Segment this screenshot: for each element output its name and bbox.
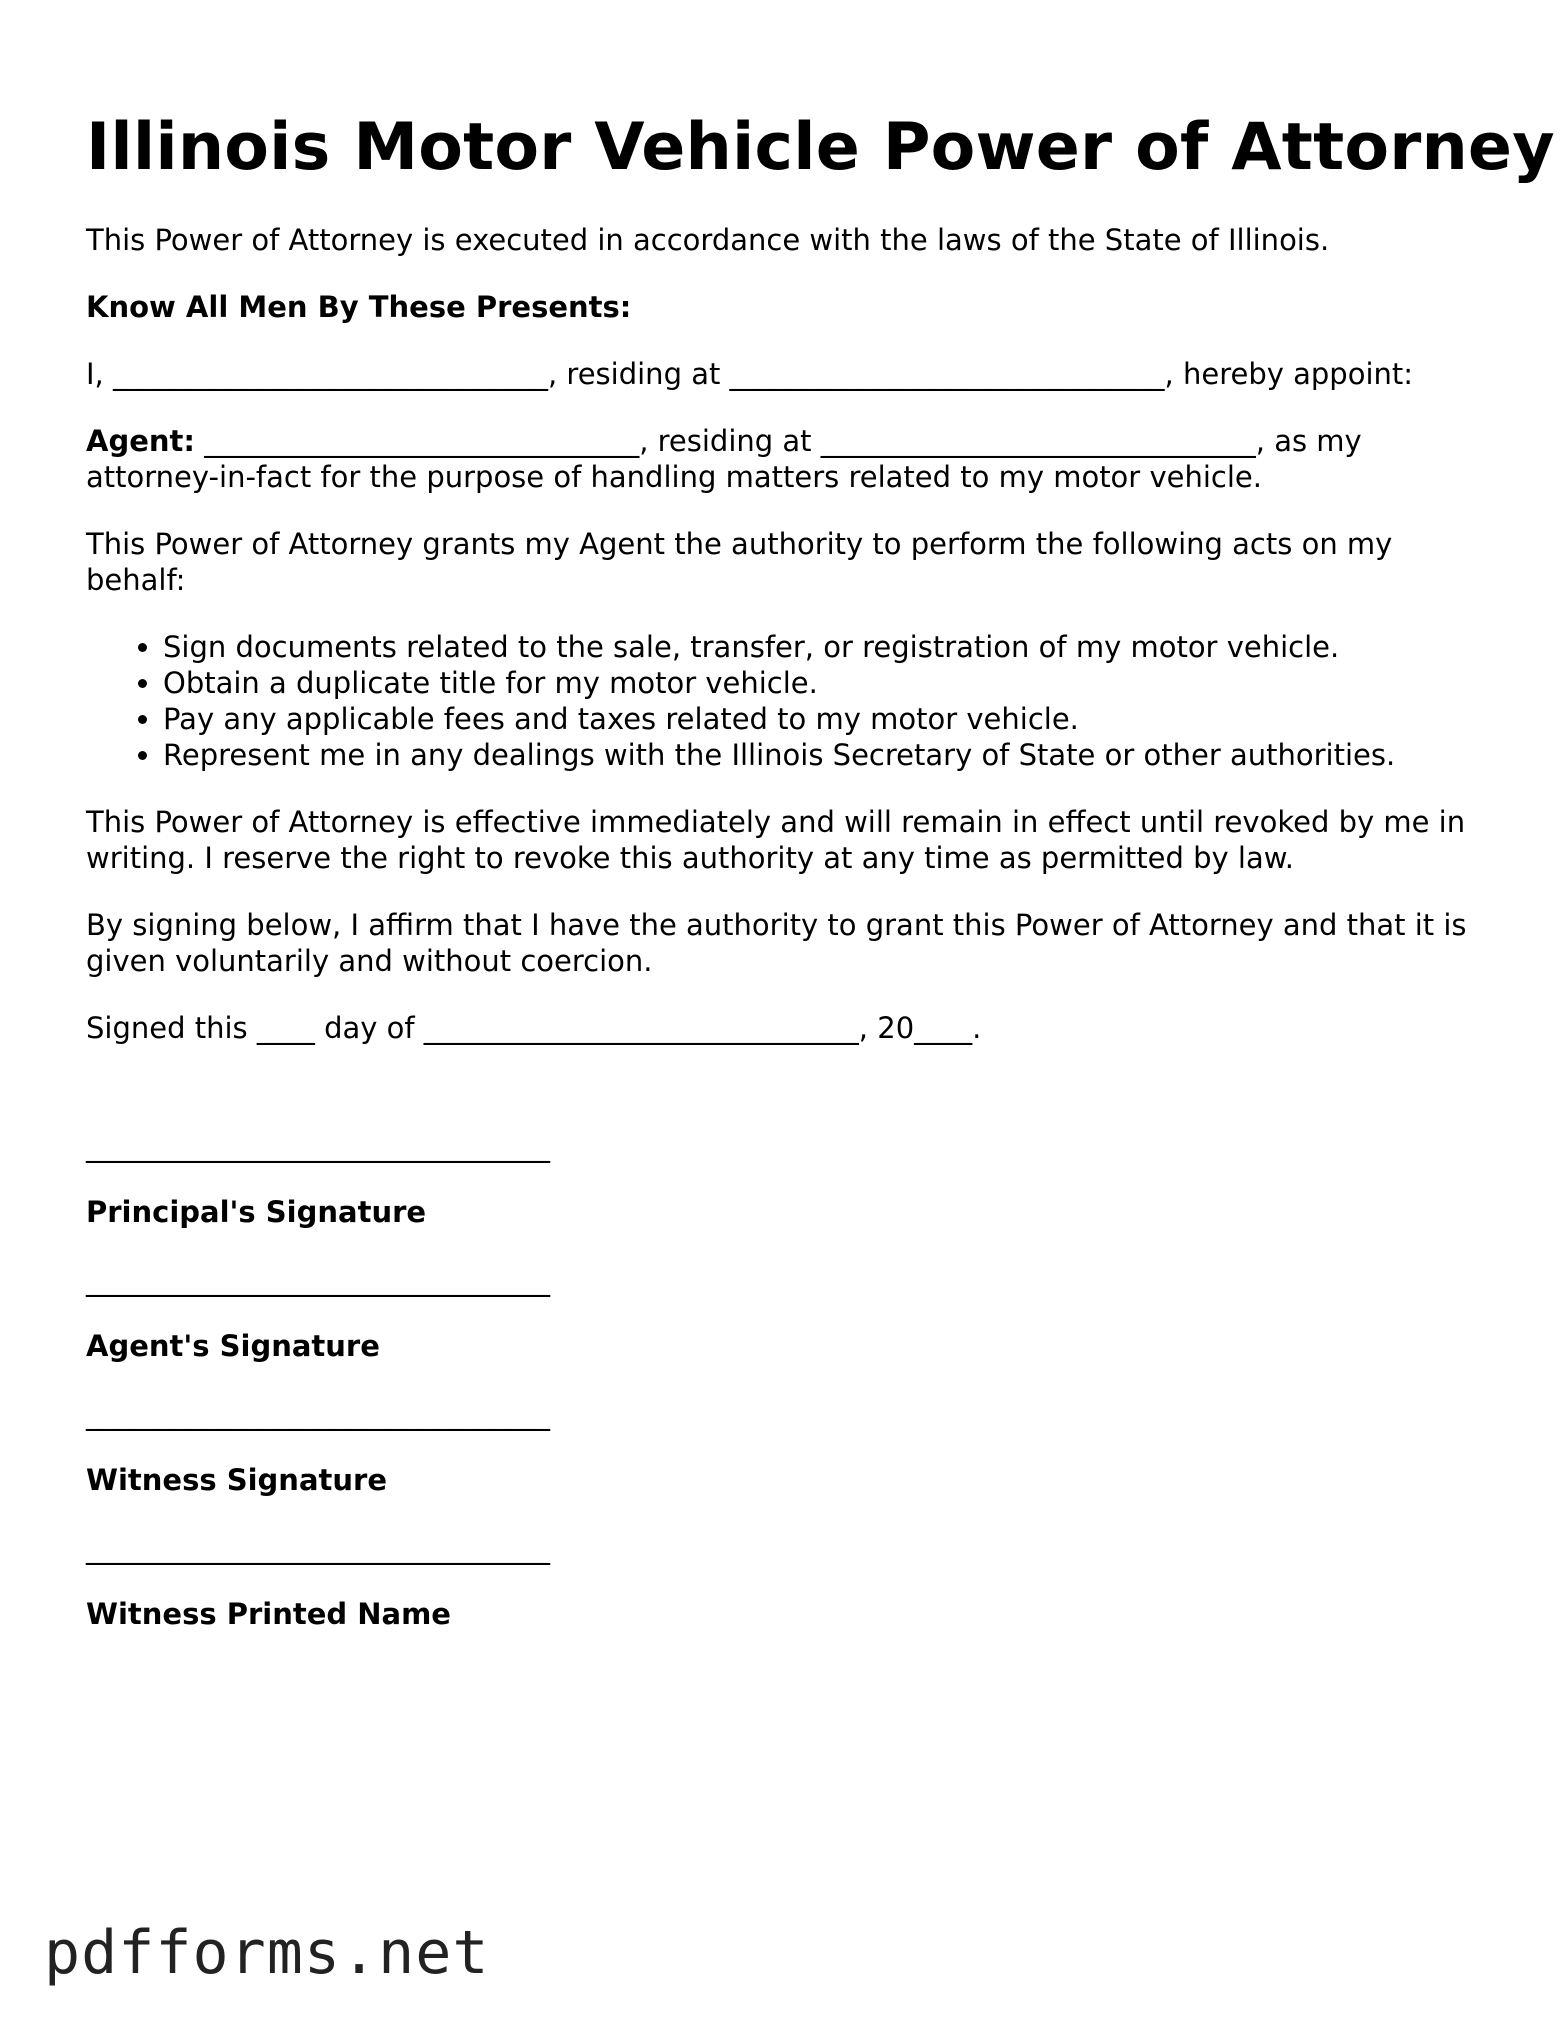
effective-paragraph: This Power of Attorney is effective immediately and will remain in effect until revoked by me in writing. I reserve the right to revoke this authority at any time as permitted by law.	[86, 805, 1466, 875]
know-all-heading	[86, 289, 1486, 325]
document-title: Illinois Motor Vehicle Power of Attorney	[86, 110, 1555, 185]
witness-signature-line[interactable]: ________________________________	[86, 1397, 550, 1431]
witness-signature-label: Witness Signature	[86, 1463, 388, 1497]
witness-name-block	[86, 1530, 550, 1664]
agent-label: Agent:	[86, 424, 195, 458]
agent-signature-block	[86, 1262, 550, 1396]
witness-name-line[interactable]: ________________________________	[86, 1531, 550, 1565]
document-body	[86, 222, 1486, 1077]
agent-paragraph	[86, 423, 1486, 495]
agent-text: ______________________________, residing at ______________________________, as my attorney-in-fact for the purpose of handling matters related to my motor vehicle.	[86, 424, 1362, 494]
list-item: • Obtain a duplicate title for my motor vehicle.	[163, 665, 1486, 701]
watermark: pdfforms.net	[44, 1918, 490, 1988]
acts-list	[86, 629, 1486, 773]
affirm-paragraph: By signing below, I affirm that I have the authority to grant this Power of Attorney and that it is given voluntarily and without coercion.	[86, 908, 1467, 978]
grants-paragraph: This Power of Attorney grants my Agent the authority to perform the following acts on my behalf:	[86, 527, 1393, 597]
agent-signature-line[interactable]: ________________________________	[86, 1263, 550, 1297]
signature-section	[86, 1128, 550, 1664]
witness-name-label: Witness Printed Name	[86, 1597, 451, 1631]
list-item: • Represent me in any dealings with the Illinois Secretary of State or other authorities.	[163, 737, 1486, 773]
know-all-text: Know All Men By These Presents:	[86, 290, 632, 324]
intro-paragraph: This Power of Attorney is executed in accordance with the laws of the State of Illinois.	[86, 223, 1330, 257]
principal-signature-label: Principal's Signature	[86, 1195, 427, 1229]
agent-signature-label: Agent's Signature	[86, 1329, 380, 1363]
witness-signature-block	[86, 1396, 550, 1530]
principal-signature-line[interactable]: ________________________________	[86, 1129, 550, 1163]
list-item: • Pay any applicable fees and taxes related to my motor vehicle.	[163, 701, 1486, 737]
list-item: • Sign documents related to the sale, transfer, or registration of my motor vehicle.	[163, 629, 1486, 665]
principal-signature-block	[86, 1128, 550, 1262]
principal-paragraph: I, ______________________________, residing at ______________________________, hereby appoint:	[86, 357, 1414, 391]
signed-this-line: Signed this ____ day of ______________________________, 20____.	[86, 1011, 982, 1045]
